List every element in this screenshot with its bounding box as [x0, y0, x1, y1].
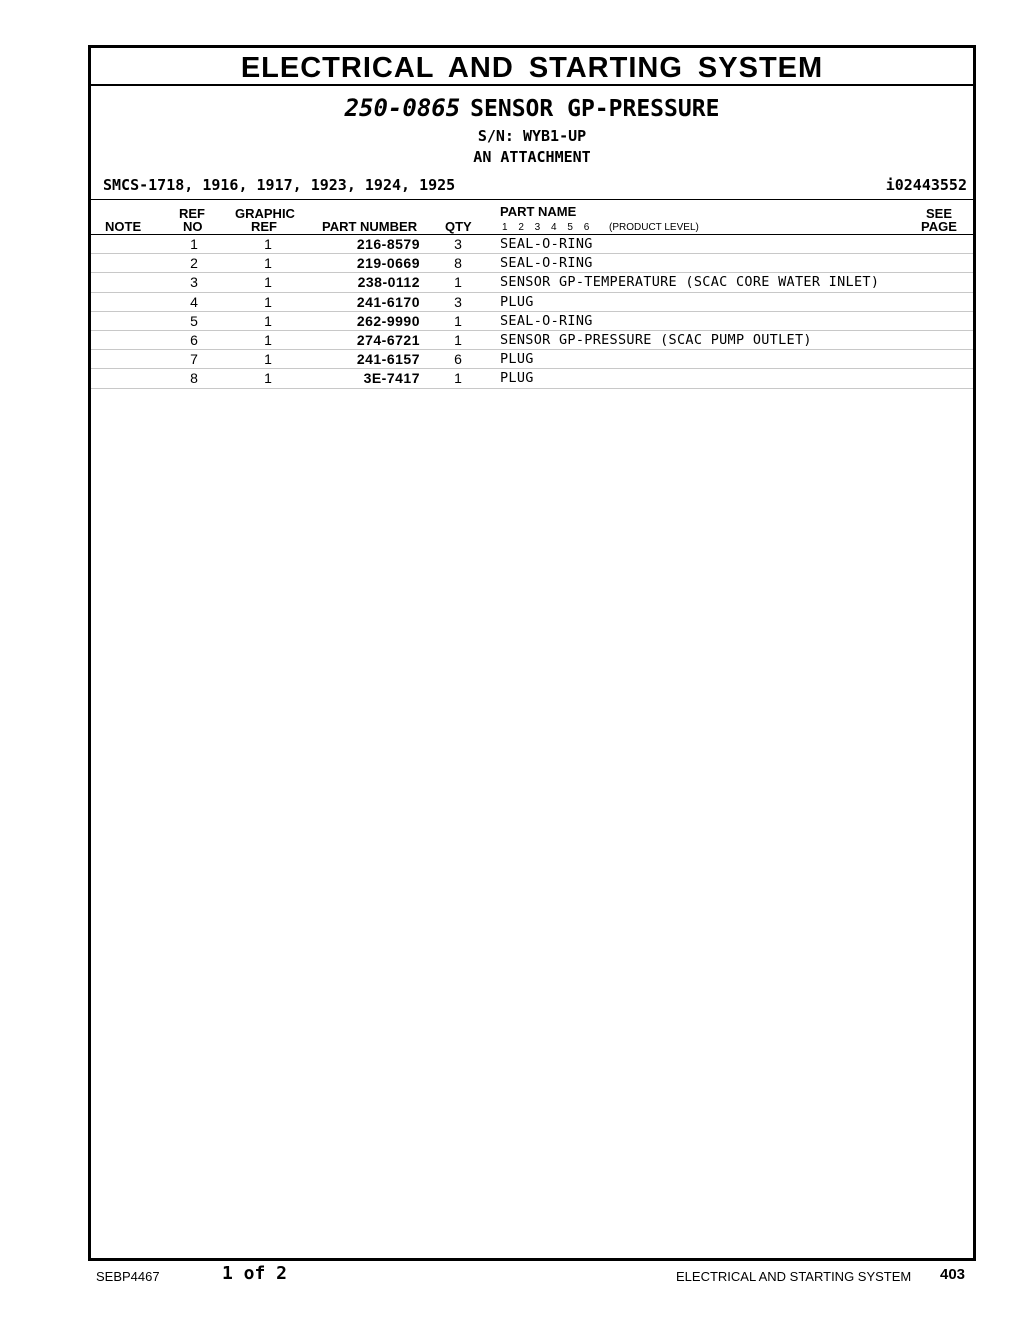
header-level-numbers: 1 2 3 4 5 6: [502, 222, 590, 233]
header-see-top: SEE: [926, 206, 953, 221]
header-ref-top: REF: [179, 206, 205, 221]
ref-no: 7: [190, 351, 198, 368]
graphic-ref: 1: [264, 351, 272, 368]
ref-no: 2: [190, 255, 198, 272]
part-name: PLUG: [500, 293, 534, 310]
table-row: [91, 235, 973, 254]
header-part-number: PART NUMBER: [322, 219, 418, 234]
graphic-ref: 1: [264, 312, 272, 329]
table-row: [91, 350, 973, 369]
graphic-ref: 1: [264, 274, 272, 291]
ref-no: 3: [190, 274, 198, 291]
header-product-level: (PRODUCT LEVEL): [609, 222, 699, 233]
part-number: 219-0669: [356, 255, 420, 272]
assembly-part-number: 250-0865: [344, 94, 461, 122]
header-graphic-bottom: REF: [251, 219, 277, 234]
part-number: 241-6157: [356, 351, 420, 368]
ref-no: 1: [190, 236, 198, 252]
graphic-ref: 1: [264, 293, 272, 310]
table-row: [91, 254, 973, 273]
ref-no: 6: [190, 331, 198, 348]
header-qty: QTY: [445, 219, 472, 234]
footer-page-number: 403: [940, 1266, 966, 1283]
footer-page-of: 1 of 2: [222, 1263, 288, 1284]
header-graphic-top: GRAPHIC: [235, 206, 295, 221]
assembly-type: AN ATTACHMENT: [473, 148, 591, 166]
ref-no: 4: [190, 293, 198, 310]
page-frame: [88, 45, 976, 1261]
table-row: [91, 331, 973, 350]
quantity: 6: [454, 351, 462, 368]
info-id: i02443552: [885, 176, 967, 194]
part-name: SENSOR GP-PRESSURE (SCAC PUMP OUTLET): [500, 331, 812, 348]
quantity: 1: [454, 312, 462, 329]
part-name: SEAL-O-RING: [500, 312, 593, 329]
part-number: 238-0112: [357, 274, 420, 291]
graphic-ref: 1: [264, 236, 272, 252]
table-row: [91, 273, 973, 292]
header-note: NOTE: [105, 219, 142, 234]
part-name: SEAL-O-RING: [500, 255, 593, 272]
footer-section: ELECTRICAL AND STARTING SYSTEM: [676, 1269, 912, 1284]
quantity: 3: [454, 293, 462, 310]
part-number: 3E-7417: [363, 370, 420, 387]
part-name: PLUG: [500, 351, 534, 368]
graphic-ref: 1: [264, 370, 272, 387]
part-number: 216-8579: [356, 236, 420, 252]
ref-no: 5: [190, 312, 198, 329]
parts-table-body: [91, 235, 973, 389]
quantity: 1: [454, 370, 462, 387]
header-see-bottom: PAGE: [921, 219, 957, 234]
part-name: PLUG: [500, 370, 534, 387]
assembly-heading: [91, 94, 973, 126]
graphic-ref: 1: [264, 255, 272, 272]
quantity: 1: [454, 274, 462, 291]
quantity: 8: [454, 255, 462, 272]
table-header: [91, 200, 973, 235]
table-row: [91, 312, 973, 331]
footer-doc-id: SEBP4467: [96, 1269, 160, 1284]
part-name: SENSOR GP-TEMPERATURE (SCAC CORE WATER INLET): [500, 274, 880, 291]
assembly-name: SENSOR GP-PRESSURE: [470, 96, 720, 122]
header-ref-bottom: NO: [183, 219, 203, 234]
part-number: 241-6170: [356, 293, 420, 310]
smcs-line: [91, 175, 973, 200]
table-row: [91, 293, 973, 312]
quantity: 1: [454, 331, 462, 348]
part-number: 274-6721: [356, 331, 420, 348]
part-name: SEAL-O-RING: [500, 236, 593, 252]
header-part-name: PART NAME: [500, 204, 577, 219]
quantity: 3: [454, 236, 462, 252]
table-row: [91, 369, 973, 388]
serial-number: S/N: WYB1-UP: [477, 127, 587, 145]
graphic-ref: 1: [264, 331, 272, 348]
part-number: 262-9990: [356, 312, 420, 329]
smcs-codes: SMCS-1718, 1916, 1917, 1923, 1924, 1925: [103, 176, 456, 194]
page-footer: [0, 1262, 1020, 1292]
ref-no: 8: [190, 370, 198, 387]
section-title: ELECTRICAL AND STARTING SYSTEM: [91, 48, 973, 86]
